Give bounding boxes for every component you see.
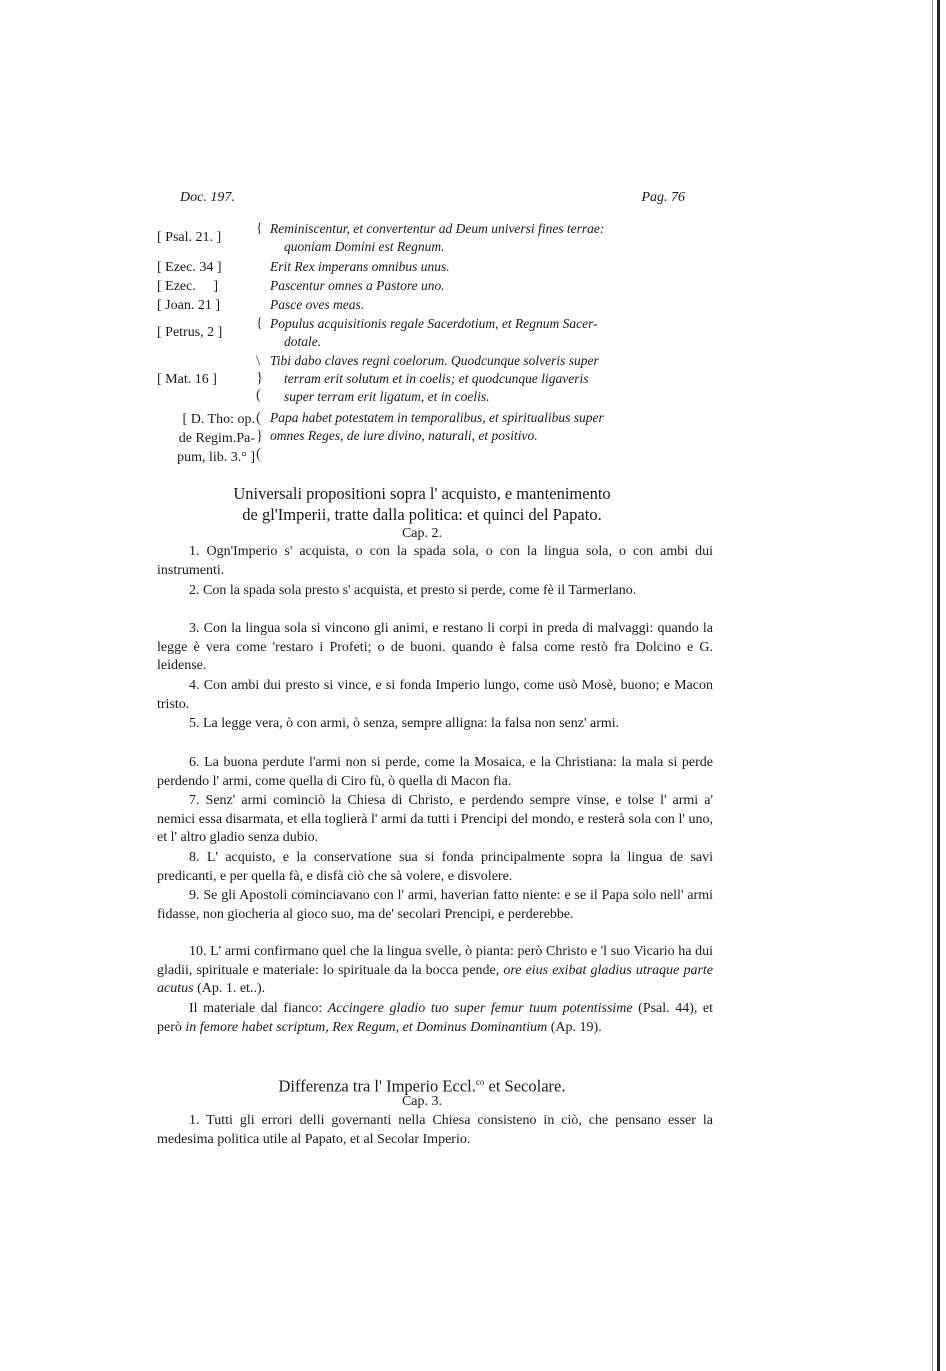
quote-line: Reminiscentur, et convertentur ad Deum universi fines terrae: [270,221,605,236]
paragraph: 5. La legge vera, ò con armi, ò senza, sempre alligna: la falsa non senz' armi. [189,716,620,731]
text-run: (Ap. 1. et..). [193,981,266,997]
brace: { [256,221,263,236]
citation-ref: [ Psal. 21. ] [157,230,222,245]
doc-number: Doc. 197. [180,190,235,205]
quote-line: quoniam Domini est Regnum. [284,239,445,254]
citation-ref: [ Ezec. 34 ] [157,260,222,275]
latin-quote: ore eius exibat gladius utraque parte acutus [157,962,713,997]
citation-quote [270,315,710,351]
quote-line: dotale. [284,334,322,349]
brace: { [256,316,263,331]
quote-line: Populus acquisitionis regale Sacerdotium, et Regnum Sacer- [270,316,598,331]
paragraph [157,1000,713,1037]
ref-line: [ D. Tho: op. [182,412,255,427]
brace: \ } ( [256,353,264,403]
ref-line: de Regim.Pa- [178,431,255,446]
quote-line: Tibi dabo claves regni coelorum. Quodcunque solveris super [270,353,599,368]
title-line: Universali propositioni sopra l' acquisto, e mantenimento [233,484,611,503]
title-text: Differenza tra l' Imperio Eccl. [278,1076,476,1096]
section-title [157,483,687,525]
paragraph: 7. Senz' armi cominciò la Chiesa di Christo, e perdendo sempre vinse, e tolse l' armi a' nemici essa disarmata, et ella toglierà l' armi da tutti i Prencipi del mondo, e resterà sola con l' uno, et l' altro gladio senza dubio. [157,793,713,846]
paragraph: 3. Con la lingua sola si vincono gli animi, e restano li corpi in preda di malvaggi: quando la legge è vera come 'restaro i Profeti; o de buoni. quando è falsa come restò fra Dolcino e G. leidense. [157,621,713,674]
page-edge-line [937,0,940,1371]
quote-line: Papa habet potestatem in temporalibus, et spiritualibus super [270,410,604,425]
citation-ref: [ Joan. 21 ] [157,298,220,313]
citation-ref [157,410,255,467]
page-edge-line-thin [932,0,933,1371]
quote-line: omnes Reges, de iure divino, naturali, et positivo. [270,428,538,443]
text-run: 10. L' armi confirmano quel che la lingua svelle, ò pianta: però Christo e 'l suo Vicario ha dui gladii, spirituale e materiale: lo spirituale da la bocca pende, [157,944,713,978]
running-header [180,190,685,210]
latin-quote: Accingere gladio tuo super femur tuum potentissime [327,1001,633,1016]
text-run: (Ap. 19). [547,1019,602,1035]
citation-quote [270,409,710,445]
paragraph: 1. Tutti gli errori delli governanti nella Chiesa consisteno in ciò, che pensano esser la medesima politica utile al Papato, et al Secolar Imperio. [157,1113,713,1147]
paragraph: 9. Se gli Apostoli cominciavano con l' armi, haverian fatto niente: e se il Papa solo nell' armi fidasse, non giocheria al gioco suo, ma de' secolari Prencipi, e perderebbe. [157,888,713,922]
citation-ref: [ Mat. 16 ] [157,372,217,387]
citation-ref: [ Ezec. ] [157,279,219,294]
paragraph: 1. Ogn'Imperio s' acquista, o con la spada sola, o con la lingua sola, o con ambi dui instrumenti. [157,544,713,578]
chapter-label: Cap. 2. [401,526,443,541]
title-text: et Secolare. [484,1076,566,1096]
ref-line: pum, lib. 3.° ] [177,450,255,465]
title-line: de gl'Imperii, tratte dalla politica: et quinci del Papato. [242,505,602,524]
citation-quote [270,352,710,406]
paragraph [157,943,713,999]
quote-line: terram erit solutum et in coelis; et quodcunque ligaveris [284,371,589,386]
brace: ( } ( [256,410,264,462]
page-number: Pag. 76 [641,190,685,205]
citation-quote [270,220,710,256]
text-run: (Psal. 44), et però [157,1001,713,1035]
chapter-label: Cap. 3. [401,1094,443,1109]
citation-ref: [ Petrus, 2 ] [157,325,223,340]
paragraph: 2. Con la spada sola presto s' acquista, et presto si perde, come fè il Tarmerlano. [189,583,637,598]
quote-line: super terram erit ligatum, et in coelis. [284,389,490,404]
title-superscript: co [475,1077,485,1087]
citation-quote: Pascentur omnes a Pastore uno. [270,278,445,293]
paragraph: 8. L' acquisto, e la conservatione sua si fonda principalmente sopra la lingua de savi predicanti, e per quella fà, e disfà ciò che sà volere, e disvolere. [157,850,713,884]
citation-quote: Erit Rex imperans omnibus unus. [270,259,450,274]
latin-quote: in femore habet scriptum, Rex Regum, et Dominus Dominantium [185,1019,548,1035]
citation-quote: Pasce oves meas. [270,297,365,312]
paragraph: 4. Con ambi dui presto si vince, e si fonda Imperio lungo, come usò Mosè, buono; e Macon tristo. [157,678,713,712]
text-run: Il materiale dal fianco: [189,1001,328,1016]
paragraph: 6. La buona perdute l'armi non si perde, come la Mosaica, e la Christiana: la mala si perde perdendo l' armi, come quella di Ciro fù, ò quella di Macon fia. [157,755,713,789]
